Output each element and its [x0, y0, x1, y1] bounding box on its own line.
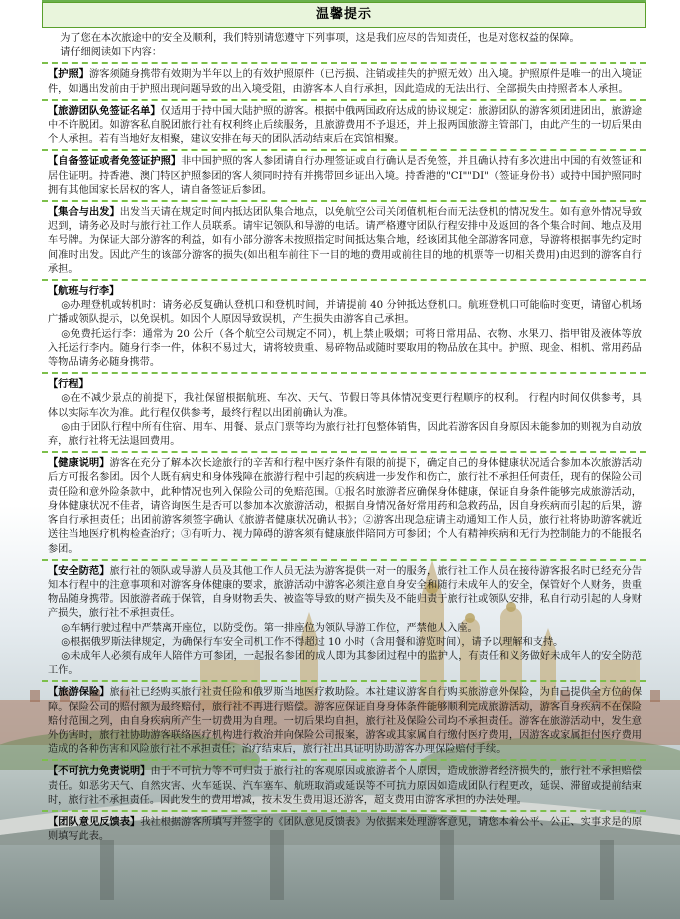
- section-title: 【健康说明】: [48, 457, 110, 470]
- section-assembly: [42, 202, 646, 281]
- section-visa-free-list: [42, 101, 646, 152]
- section-health: [42, 453, 646, 560]
- section-text: ◎办理登机或转机时：请务必反复确认登机口和登机时间，并请提前 40 分钟抵达登机口。航班登机口可能临时变更，请留心机场广播或领队提示，以免误机。如因个人原因导致误机，产生损失由游客自己承担。: [48, 300, 642, 326]
- section-passport: [42, 64, 646, 100]
- section-text: ◎根据俄罗斯法律规定，为确保行车安全司机工作不得超过 10 小时（含用餐和游览时间），请予以理解和支持。: [61, 636, 564, 648]
- section-title: 【集合与出发】: [48, 206, 120, 219]
- section-text: 仅适用于持中国大陆护照的游客。根据中俄两国政府达成的协议规定：旅游团队的游客须团进团出，旅游途中不许脱团。如游客私自脱团旅行社有权利终止后续服务，且旅游费用不予退还，并上报两国旅游主管部门，由此产生的一切后果由个人承担。若有当地好友相聚，建议安排在每天的团队活动结束后在宾馆相聚。: [48, 105, 643, 146]
- section-title: 【行程】: [48, 378, 89, 391]
- section-text: 出发当天请在规定时间内抵达团队集合地点，以免航空公司关闭值机柜台而无法登机的情况发生。如有意外情况导致迟到，请务必及时与旅行社工作人员联系。请牢记领队和导游的电话。请严格遵守团队行程安排中及返回的各个集合时间、地点及用车号牌。为保证大部分游客的利益，如有小部分游客未按照指定时间抵达集合地，经该团其他全部游客同意，导游将根据事先约定时间准时出发。因此产生的该部分游客的损失(如出租车前往下一目的地的费用或前往目的地的机票等一切相关费用)由迟到的游客自行承担。: [48, 207, 643, 275]
- notice-panel: [42, 0, 646, 846]
- section-own-visa: [42, 151, 646, 202]
- section-title: 【团队意见反馈表】: [48, 815, 141, 828]
- section-text: 游客在充分了解本次长途旅行的辛苦和行程中医疗条件有限的前提下，确定自己的身体健康状况适合参加本次旅游活动后方可报名参团。因个人既有病史和身体残障在旅游行程中引起的疾病进一步发作和伤亡，旅行社不承担任何责任，现有的保险公司责任险和意外险条款中，此种情况也列入保险公司的免赔范围。①报名时旅游者应确保身体健康，保证自身条件能够完成旅游活动，身体健康状况不佳者，请咨询医生是否可以参加本次旅游活动，根据自身情况备好常用药和急救药品，因自身疾病而引起的后果，游客自行承担责任；出团前游客须签字确认《旅游者健康状况确认书》；②游客出现急症请主动通知工作人员，旅行社将协助游客就近送往当地医疗机构检查治疗；③有听力、视力障碍的游客须有健康旅伴陪同方可参团；个人有精神疾病和无行为控制能力的不能报名参团。: [48, 458, 643, 555]
- intro-line: 请仔细阅读如下内容：: [60, 47, 163, 59]
- section-itinerary: [42, 374, 646, 453]
- top-border: [42, 0, 646, 2]
- section-safety: [42, 561, 646, 683]
- section-text: ◎未成年人必须有成年人陪伴方可参团，一起报名参团的成人即为其参团过程中的监护人，有责任和义务做好未成年人的安全防范工作。: [48, 650, 642, 677]
- section-text: 旅行社的领队或导游人员及其他工作人员无法为游客提供一对一的服务，旅行社工作人员在接待游客报名时已经充分告知本行程中的注意事项和对游客身体健康的要求，旅游活动中游客必须注意自身安全和随行未成年人的安全，保管好个人财务，贵重物品随身携带。因旅游者疏于保管，自身财物丢失、被盗等导致的财产损失及不能归责于旅行社或领队安排，私自行动引起的人身财产损失，旅行社不承担责任。: [48, 565, 643, 620]
- section-title: 【安全防范】: [48, 564, 110, 577]
- section-title: 【护照】: [48, 68, 89, 81]
- intro: [42, 28, 646, 64]
- section-title: 【航班与行李】: [48, 285, 120, 298]
- section-text: 我社根据游客所填写并签字的《团队意见反馈表》为依据来处理游客意见，请您本着公平、公正、实事求是的原则填写此表。: [48, 816, 643, 843]
- section-text: 由于不可抗力等不可归责于旅行社的客观原因或旅游者个人原因，造成旅游者经济损失的，旅行社不承担赔偿责任。如恶劣天气、自然灾害、火车延误、汽车塞车、航班取消或延误等不可抗力原因如造成团队行程更改，延误、滞留或提前结束时，旅行社不承担责任。因此发生的费用增减，按未发生费用退还游客，超支费用由游客承担的办法处理。: [48, 766, 643, 806]
- section-text: 游客须随身携带有效期为半年以上的有效护照原件（已污损、注销或挂失的护照无效）出入境。护照原件是唯一的出入境证件，如遇出发前由于护照出现问题导致的出入境受阻，由游客本人自行承担，因此造成的无法出行、全部损失由持照者本人承担。: [48, 69, 643, 95]
- section-text: 旅行社已经购买旅行社责任险和俄罗斯当地医疗救助险。本社建议游客自行购买旅游意外保险，为自己提供全方位的保障。保险公司的赔付额为最终赔付，旅行社不再进行赔偿。游客应保证自身身体条件能够顺利完成旅游活动，游客自身疾病不在保险赔付范围之列，由自身疾病所产生一切费用为自理。一切后果均自担，旅行社及保险公司均不承担责任。游客在旅游活动中，发生意外伤害时，旅行社协助游客联络医疗机构进行救治并向保险公司报案，游客或其家属自行缴付医疗费用，因游客或家属拒付医疗费用造成的各种伤害和风险旅行社不承担责任；治疗结束后，旅行社出具证明协助游客办理保险赔付手续。: [48, 687, 643, 756]
- section-insurance: [42, 682, 646, 761]
- section-text: ◎在不减少景点的前提下，我社保留根据航班、车次、天气、节假日等具体情况变更行程顺序的权利。 行程内时间仅供参考，具体以实际车次为准。此行程仅供参考，最终行程以出团前确认为准。: [48, 393, 642, 419]
- section-title: 【自备签证或者免签证护照】: [48, 155, 182, 168]
- section-text: ◎车辆行驶过程中严禁离开座位，以防受伤。第一排座位为领队导游工作位，严禁他人入座。: [61, 622, 478, 634]
- intro-line: 为了您在本次旅途中的安全及顺利，我们特别请您遵守下列事项，这是我们应尽的告知责任，也是对您权益的保障。: [60, 33, 580, 44]
- notice-title: 温馨提示: [42, 2, 646, 28]
- section-text: ◎由于团队行程中所有住宿、用车、用餐、景点门票等均为旅行社打包整体销售，因此若游客因自身原因未能参加的则视为自动放弃，旅行社将无法退回费用。: [48, 421, 642, 448]
- section-text: ◎免费托运行李：通常为 20 公斤（各个航空公司规定不同），机上禁止吸烟；可将日常用品、衣物、水果刀、指甲钳及液体等放入托运行李内。随身行李一件，体积不易过大，请将较贵重、易碎物品或随时要取用的物品放在其中。护照、现金、相机、常用药品等物品请务必随身携带。: [48, 328, 642, 369]
- section-title: 【旅游保险】: [48, 686, 110, 699]
- section-title: 【旅游团队免签证名单】: [48, 104, 161, 117]
- section-feedback-form: [42, 812, 646, 846]
- section-force-majeure: [42, 761, 646, 812]
- section-flight-luggage: [42, 281, 646, 374]
- section-title: 【不可抗力免责说明】: [48, 765, 151, 778]
- section-text: 非中国护照的客人参团请自行办理签证或自行确认是否免签，并且确认持有多次进出中国的有效签证和居住证明。持香港、澳门特区护照参团的客人须同时持有并携带回乡证出入境。持香港的"CI""DI"（签证身份书）或持中国护照同时拥有其他国家长居权的客人，请自备签证后参团。: [48, 156, 643, 196]
